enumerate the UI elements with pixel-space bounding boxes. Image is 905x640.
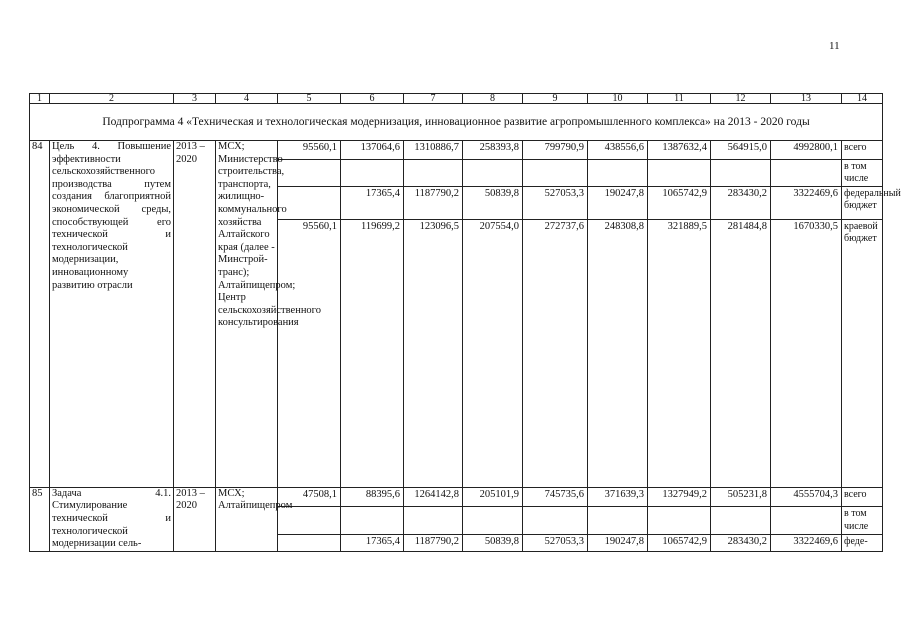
column-number: 11 bbox=[648, 94, 711, 104]
value-cell bbox=[404, 160, 463, 187]
row-task-text: Задача 4.1. Стимулирование технической и технологической модернизации сель- bbox=[50, 487, 174, 551]
page-number: 11 bbox=[829, 40, 840, 52]
value-cell: 3322469,6 bbox=[771, 535, 842, 552]
value-cell: 4555704,3 bbox=[771, 487, 842, 507]
row-number: 85 bbox=[30, 487, 50, 551]
value-cell: 1264142,8 bbox=[404, 487, 463, 507]
value-cell bbox=[463, 507, 523, 535]
value-cell: 281484,8 bbox=[711, 219, 771, 487]
value-cell: 95560,1 bbox=[278, 219, 341, 487]
row-number: 84 bbox=[30, 141, 50, 488]
column-number: 1 bbox=[30, 94, 50, 104]
row-period: 2013 – 2020 bbox=[174, 487, 216, 551]
value-cell: 50839,8 bbox=[463, 535, 523, 552]
column-number: 9 bbox=[523, 94, 588, 104]
column-number: 5 bbox=[278, 94, 341, 104]
funding-source: краевой бюджет bbox=[842, 219, 883, 487]
value-cell bbox=[648, 160, 711, 187]
column-number-header bbox=[30, 94, 883, 104]
value-cell bbox=[278, 186, 341, 219]
row-period: 2013 – 2020 bbox=[174, 141, 216, 488]
value-cell: 745735,6 bbox=[523, 487, 588, 507]
column-number: 12 bbox=[711, 94, 771, 104]
value-cell bbox=[341, 160, 404, 187]
value-cell bbox=[278, 507, 341, 535]
value-cell: 1387632,4 bbox=[648, 141, 711, 160]
value-cell: 1670330,5 bbox=[771, 219, 842, 487]
column-number: 6 bbox=[341, 94, 404, 104]
value-cell bbox=[278, 160, 341, 187]
value-cell bbox=[588, 507, 648, 535]
funding-source: всего bbox=[842, 141, 883, 160]
budget-table-sheet bbox=[29, 93, 901, 581]
value-cell bbox=[711, 507, 771, 535]
value-cell bbox=[341, 507, 404, 535]
column-number: 4 bbox=[216, 94, 278, 104]
value-cell: 50839,8 bbox=[463, 186, 523, 219]
value-cell: 190247,8 bbox=[588, 186, 648, 219]
value-cell: 527053,3 bbox=[523, 186, 588, 219]
value-cell: 371639,3 bbox=[588, 487, 648, 507]
funding-source: в том числе bbox=[842, 160, 883, 187]
value-cell: 47508,1 bbox=[278, 487, 341, 507]
funding-source: всего bbox=[842, 487, 883, 507]
value-cell: 205101,9 bbox=[463, 487, 523, 507]
column-number: 13 bbox=[771, 94, 842, 104]
value-cell: 283430,2 bbox=[711, 186, 771, 219]
value-cell: 137064,6 bbox=[341, 141, 404, 160]
value-cell bbox=[711, 160, 771, 187]
column-number: 8 bbox=[463, 94, 523, 104]
row-goal-text: Цель 4. Повышение эффективности сельскохозяйственного производства путем создания благоприятной экономической среды, способствующей его технической и технологической модернизации, инновационному развитию отрасли bbox=[50, 141, 174, 488]
value-cell: 1187790,2 bbox=[404, 535, 463, 552]
table-row bbox=[30, 487, 883, 507]
value-cell: 1065742,9 bbox=[648, 186, 711, 219]
column-number: 14 bbox=[842, 94, 883, 104]
value-cell: 799790,9 bbox=[523, 141, 588, 160]
value-cell: 283430,2 bbox=[711, 535, 771, 552]
value-cell: 1187790,2 bbox=[404, 186, 463, 219]
table-row bbox=[30, 141, 883, 160]
value-cell: 190247,8 bbox=[588, 535, 648, 552]
value-cell: 564915,0 bbox=[711, 141, 771, 160]
column-number: 2 bbox=[50, 94, 174, 104]
value-cell: 321889,5 bbox=[648, 219, 711, 487]
funding-source: в том числе bbox=[842, 507, 883, 535]
value-cell: 1327949,2 bbox=[648, 487, 711, 507]
value-cell: 17365,4 bbox=[341, 186, 404, 219]
value-cell: 1065742,9 bbox=[648, 535, 711, 552]
value-cell bbox=[463, 160, 523, 187]
value-cell bbox=[771, 160, 842, 187]
value-cell: 258393,8 bbox=[463, 141, 523, 160]
value-cell bbox=[771, 507, 842, 535]
funding-source: феде- bbox=[842, 535, 883, 552]
value-cell bbox=[278, 535, 341, 552]
value-cell: 123096,5 bbox=[404, 219, 463, 487]
value-cell: 438556,6 bbox=[588, 141, 648, 160]
value-cell: 88395,6 bbox=[341, 487, 404, 507]
row-executor: МСХ; Министерство строительства, транспорта, жилищно-коммунального хозяйства Алтайского края (далее - Минстрой-транс); Алтайпищепром; Центр сельскохозяйственного консультирования bbox=[216, 141, 278, 488]
subprogram-title: Подпрограмма 4 «Техническая и технологическая модернизация, инновационное развитие агропромышленного комплекса» на 2013 - 2020 годы bbox=[30, 104, 883, 141]
value-cell: 119699,2 bbox=[341, 219, 404, 487]
value-cell bbox=[523, 160, 588, 187]
value-cell bbox=[523, 507, 588, 535]
value-cell: 1310886,7 bbox=[404, 141, 463, 160]
value-cell: 95560,1 bbox=[278, 141, 341, 160]
funding-source: федеральный бюджет bbox=[842, 186, 883, 219]
value-cell: 17365,4 bbox=[341, 535, 404, 552]
column-number: 10 bbox=[588, 94, 648, 104]
value-cell bbox=[648, 507, 711, 535]
value-cell: 248308,8 bbox=[588, 219, 648, 487]
value-cell: 505231,8 bbox=[711, 487, 771, 507]
column-number: 7 bbox=[404, 94, 463, 104]
row-executor: МСХ; Алтайпищепром bbox=[216, 487, 278, 551]
value-cell: 272737,6 bbox=[523, 219, 588, 487]
budget-table bbox=[29, 93, 901, 552]
value-cell: 527053,3 bbox=[523, 535, 588, 552]
value-cell: 207554,0 bbox=[463, 219, 523, 487]
value-cell bbox=[404, 507, 463, 535]
value-cell bbox=[588, 160, 648, 187]
subprogram-row bbox=[30, 104, 883, 141]
column-number: 3 bbox=[174, 94, 216, 104]
value-cell: 4992800,1 bbox=[771, 141, 842, 160]
value-cell: 3322469,6 bbox=[771, 186, 842, 219]
